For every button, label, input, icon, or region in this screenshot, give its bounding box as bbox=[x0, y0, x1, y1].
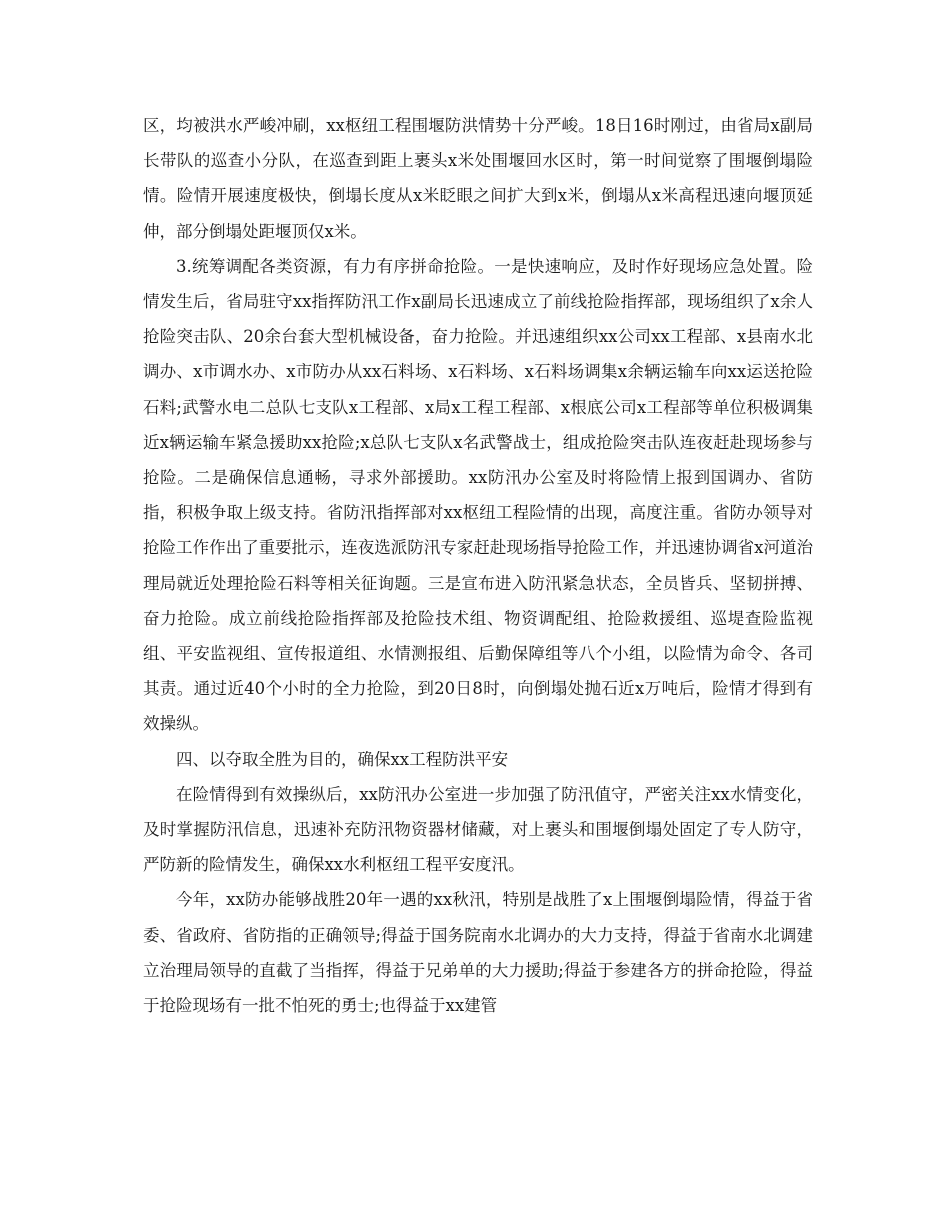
paragraph-this-year: 今年，xx防办能够战胜20年一遇的xx秋汛，特别是战胜了x上围堰倒塌险情，得益于省委、省政府、省防指的正确领导;得益于国务院南水北调办的大力支持，得益于省南水北调建立治理局领导的直截了当指挥，得益于兄弟单的大力援助;得益于参建各方的拼命抢险，得益于抢险现场有一批不怕死的勇士;也得益于xx建管 bbox=[143, 890, 813, 1016]
paragraph-continuation: 区，均被洪水严峻冲刷，xx枢纽工程围堰防洪情势十分严峻。18日16时刚过，由省局x副局长带队的巡查小分队，在巡查到距上裹头x米处围堰回水区时，第一时间觉察了围堰倒塌险情。险情开展速度极快，倒塌长度从x米眨眼之间扩大到x米，倒塌从x米高程迅速向堰顶延伸，部分倒塌处距堰顶仅x米。 bbox=[143, 116, 813, 241]
document-body bbox=[143, 108, 813, 1023]
paragraph-after-control: 在险情得到有效操纵后，xx防汛办公室进一步加强了防汛值守，严密关注xx水情变化，及时掌握防汛信息，迅速补充防汛物资器材储藏，对上裹头和围堰倒塌处固定了专人防守，严防新的险情发生，确保xx水利枢纽工程平安度汛。 bbox=[143, 784, 813, 875]
paragraph-emergency-response: 3.统筹调配各类资源，有力有序拼命抢险。一是快速响应，及时作好现场应急处置。险情发生后，省局驻守xx指挥防汛工作x副局长迅速成立了前线抢险指挥部，现场组织了x余人抢险突击队、20余台套大型机械设备，奋力抢险。并迅速组织xx公司xx工程部、x县南水北调办、x市调水办、x市防办从xx石料场、x石料场、x石料场调集x余辆运输车向xx运送抢险石料;武警水电二总队七支队x工程部、x局x工程工程部、x根底公司x工程部等单位积极调集近x辆运输车紧急援助xx抢险;x总队七支队x名武警战士，组成抢险突击队连夜赶赴现场参与抢险。二是确保信息通畅，寻求外部援助。xx防汛办公室及时将险情上报到国调办、省防指，积极争取上级支持。省防汛指挥部对xx枢纽工程险情的出现，高度注重。省防办领导对抢险工作作出了重要批示，连夜选派防汛专家赶赴现场指导抢险工作，并迅速协调省x河道治理局就近处理抢险石料等相关征询题。三是宣布进入防汛紧急状态，全员皆兵、坚韧拼搏、奋力抢险。成立前线抢险指挥部及抢险技术组、物资调配组、抢险救援组、巡堤查险监视组、平安监视组、宣传报道组、水情测报组、后勤保障组等八个小组，以险情为命令、各司其责。通过近40个小时的全力抢险，到20日8时，向倒塌处抛石近x万吨后，险情才得到有效操纵。 bbox=[143, 256, 813, 734]
section-heading-four: 四、以夺取全胜为目的，确保xx工程防洪平安 bbox=[176, 749, 509, 769]
